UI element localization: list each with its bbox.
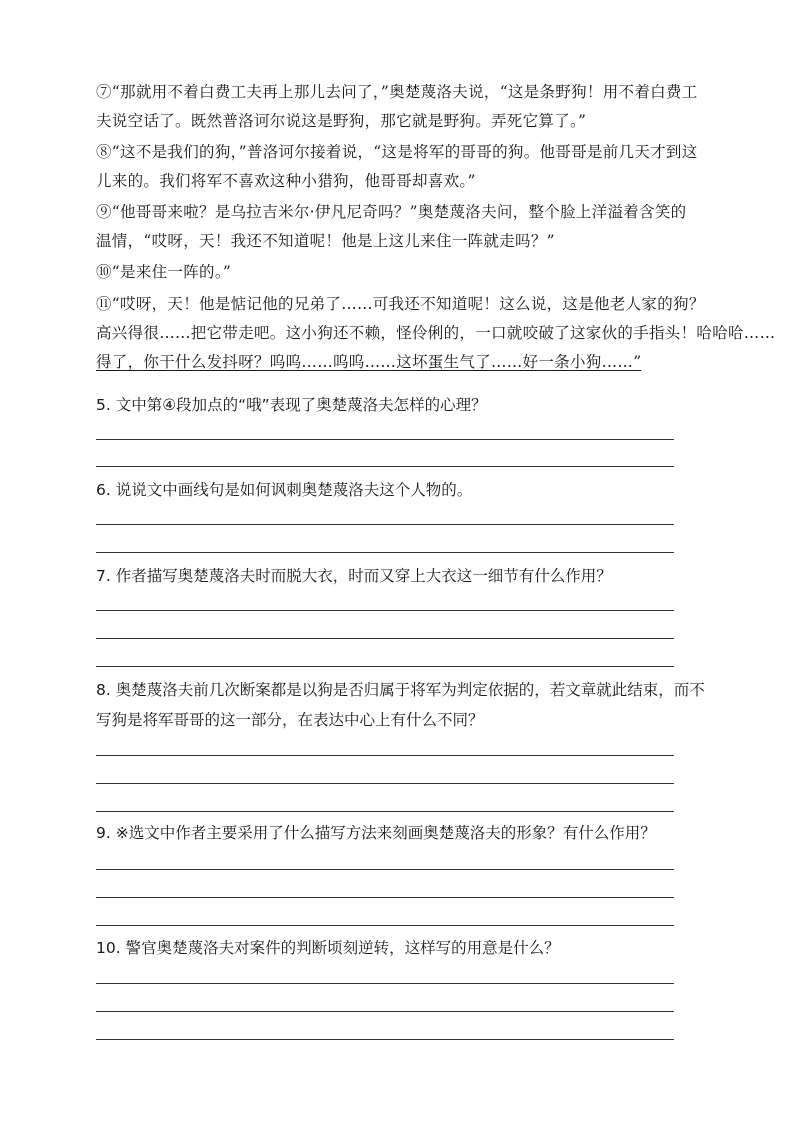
answer-line[interactable]: [96, 552, 674, 553]
answer-line[interactable]: [96, 439, 674, 440]
paragraph-8-line-2: 儿来的。我们将军不喜欢这种小猎狗，他哥哥却喜欢。”: [96, 172, 476, 190]
answer-line[interactable]: [96, 1011, 674, 1012]
paragraph-10: [96, 258, 730, 287]
question-10: 10. 警官奥楚蔑洛夫对案件的判断顷刻逆转，这样写的用意是什么？: [96, 939, 560, 957]
paragraph-11: [96, 290, 776, 377]
answer-line[interactable]: [96, 466, 674, 467]
answer-line[interactable]: [96, 524, 674, 525]
answer-line[interactable]: [96, 869, 674, 870]
paragraph-9: [96, 198, 730, 256]
paragraph-7-line-1: ⑦“那就用不着白费工夫再上那儿去问了，”奥楚蔑洛夫说，“这是条野狗！用不着白费工: [96, 83, 698, 101]
answer-line[interactable]: [96, 783, 674, 784]
question-9: 9. ※选文中作者主要采用了什么描写方法来刻画奥楚蔑洛夫的形象？有什么作用？: [96, 824, 656, 842]
answer-line[interactable]: [96, 811, 674, 812]
question-7: 7. 作者描写奥楚蔑洛夫时而脱大衣，时而又穿上大衣这一细节有什么作用？: [96, 567, 612, 585]
paragraph-7: [96, 78, 730, 136]
answer-line[interactable]: [96, 638, 674, 639]
answer-line[interactable]: [96, 1039, 674, 1040]
paragraph-8: [96, 138, 730, 196]
question-6: 6. 说说文中画线句是如何讽刺奥楚蔑洛夫这个人物的。: [96, 481, 473, 499]
paragraph-10-line-1: ⑩“是来住一阵的。”: [96, 263, 232, 281]
question-8-line-2: 写狗是将军哥哥的这一部分，在表达中心上有什么不同？: [96, 711, 484, 729]
paragraph-11-line-1: ⑪“哎呀，天！他是惦记他的兄弟了……可我还不知道呢！这么说，这是他老人家的狗？: [96, 295, 705, 313]
question-8-line-1: 8. 奥楚蔑洛夫前几次断案都是以狗是否归属于将军为判定依据的，若文章就此结束，而不: [96, 681, 705, 699]
underlined-sentence: 得了，你干什么发抖呀？呜呜……呜呜……这坏蛋生气了……好一条小狗……”: [96, 353, 642, 371]
answer-line[interactable]: [96, 755, 674, 756]
paragraph-9-line-2: 温情，“哎呀，天！我还不知道呢！他是上这儿来住一阵就走吗？”: [96, 232, 555, 250]
paragraph-7-line-2: 夫说空话了。既然普洛诃尔说这是野狗，那它就是野狗。弄死它算了。”: [96, 112, 587, 130]
question-5: 5. 文中第④段加点的“哦”表现了奥楚蔑洛夫怎样的心理？: [96, 396, 487, 414]
answer-line[interactable]: [96, 897, 674, 898]
paragraph-8-line-1: ⑧“这不是我们的狗，”普洛诃尔接着说，“这是将军的哥哥的狗。他哥哥是前几天才到这: [96, 143, 698, 161]
paragraph-11-line-2: 高兴得很……把它带走吧。这小狗还不赖，怪伶俐的，一口就咬破了这家伙的手指头！哈哈哈……: [96, 324, 776, 342]
answer-line[interactable]: [96, 610, 674, 611]
answer-line[interactable]: [96, 925, 674, 926]
answer-line[interactable]: [96, 666, 674, 667]
paragraph-9-line-1: ⑨“他哥哥来啦？是乌拉吉米尔·伊凡尼奇吗？”奥楚蔑洛夫问，整个脸上洋溢着含笑的: [96, 203, 687, 221]
answer-line[interactable]: [96, 983, 674, 984]
